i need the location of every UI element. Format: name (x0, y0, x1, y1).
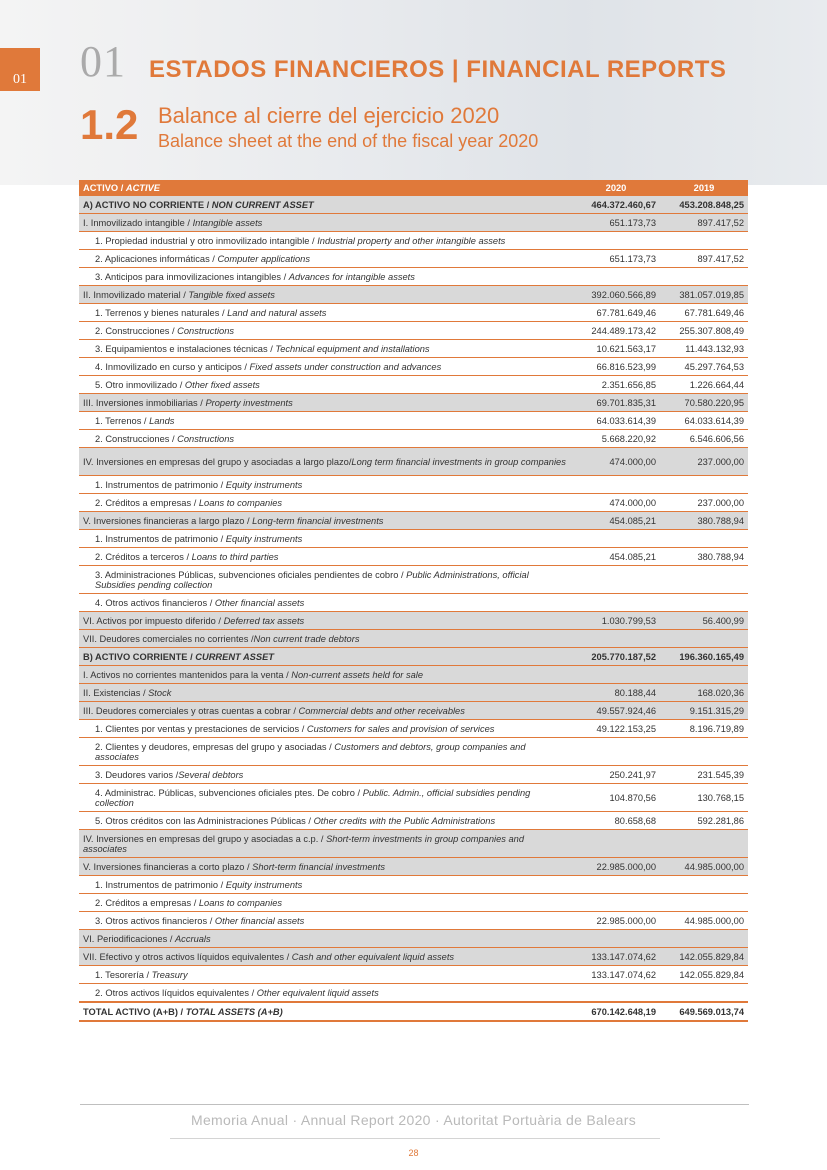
value-2020: 64.033.614,39 (572, 412, 660, 430)
row-label: 1. Terrenos / Lands (79, 412, 572, 430)
row-label: 2. Clientes y deudores, empresas del grupo y asociadas / Customers and debtors, group companies and associates (79, 738, 572, 766)
table-row (79, 930, 748, 948)
table-row (79, 232, 748, 250)
value-2019 (660, 876, 748, 894)
value-2019: 6.546.606,56 (660, 430, 748, 448)
section-number: 1.2 (80, 101, 139, 148)
table-row (79, 530, 748, 548)
table-row (79, 738, 748, 766)
section-title-es: Balance al cierre del ejercicio 2020 (158, 103, 500, 128)
row-label: 1. Tesorería / Treasury (79, 966, 572, 984)
value-2019: 142.055.829,84 (660, 948, 748, 966)
table-row (79, 894, 748, 912)
value-2019: 142.055.829,84 (660, 966, 748, 984)
table-row (79, 476, 748, 494)
value-2020 (572, 268, 660, 286)
value-2020: 454.085,21 (572, 548, 660, 566)
table-row (79, 766, 748, 784)
value-2019 (660, 666, 748, 684)
value-2020 (572, 830, 660, 858)
row-label: I. Inmovilizado intangible / Intangible assets (79, 214, 572, 232)
value-2019: 44.985.000,00 (660, 912, 748, 930)
value-2019 (660, 476, 748, 494)
table-row (79, 268, 748, 286)
table-row (79, 412, 748, 430)
row-label: 2. Créditos a empresas / Loans to companies (79, 894, 572, 912)
value-2020: 392.060.566,89 (572, 286, 660, 304)
table-row (79, 984, 748, 1003)
table-row (79, 494, 748, 512)
table-row (79, 648, 748, 666)
row-label: III. Deudores comerciales y otras cuentas a cobrar / Commercial debts and other receivables (79, 702, 572, 720)
value-2020: 49.122.153,25 (572, 720, 660, 738)
row-label: IV. Inversiones en empresas del grupo y asociadas a c.p. / Short-term investments in group companies and associates (79, 830, 572, 858)
table-row (79, 376, 748, 394)
value-2020: 133.147.074,62 (572, 966, 660, 984)
row-label: 1. Terrenos y bienes naturales / Land and natural assets (79, 304, 572, 322)
row-label: 4. Administrac. Públicas, subvenciones oficiales ptes. De cobro / Public. Admin., official subsidies pending collection (79, 784, 572, 812)
header-label: ACTIVO / ACTIVE (79, 180, 572, 196)
value-2020: 2.351.656,85 (572, 376, 660, 394)
table-row (79, 702, 748, 720)
value-2020: 22.985.000,00 (572, 912, 660, 930)
row-label: V. Inversiones financieras a corto plazo / Short-term financial investments (79, 858, 572, 876)
value-2020: 104.870,56 (572, 784, 660, 812)
balance-sheet-table (79, 180, 748, 1022)
value-2019: 380.788,94 (660, 548, 748, 566)
value-2020 (572, 630, 660, 648)
value-2020 (572, 738, 660, 766)
value-2020: 474.000,00 (572, 494, 660, 512)
row-label: VI. Periodificaciones / Accruals (79, 930, 572, 948)
table-header-row (79, 180, 748, 196)
table-row (79, 948, 748, 966)
row-label: 2. Otros activos líquidos equivalentes / Other equivalent liquid assets (79, 984, 572, 1003)
row-label: B) ACTIVO CORRIENTE / CURRENT ASSET (79, 648, 572, 666)
table-row (79, 594, 748, 612)
table-row (79, 684, 748, 702)
row-label: 2. Créditos a terceros / Loans to third parties (79, 548, 572, 566)
table-row (79, 784, 748, 812)
row-label: 3. Administraciones Públicas, subvenciones oficiales pendientes de cobro / Public Administrations, official Subsidies pending collection (79, 566, 572, 594)
total-2019: 649.569.013,74 (660, 1002, 748, 1021)
value-2020 (572, 984, 660, 1003)
table-row (79, 250, 748, 268)
value-2020: 80.188,44 (572, 684, 660, 702)
table-row (79, 448, 748, 476)
row-label: 4. Otros activos financieros / Other financial assets (79, 594, 572, 612)
table-row (79, 214, 748, 232)
value-2019: 237.000,00 (660, 448, 748, 476)
row-label: 1. Propiedad industrial y otro inmovilizado intangible / Industrial property and other intangible assets (79, 232, 572, 250)
row-label: VII. Efectivo y otros activos líquidos equivalentes / Cash and other equivalent liquid assets (79, 948, 572, 966)
table-row (79, 358, 748, 376)
value-2019: 380.788,94 (660, 512, 748, 530)
section-title-en: Balance sheet at the end of the fiscal year 2020 (158, 131, 539, 151)
row-label: 1. Instrumentos de patrimonio / Equity instruments (79, 476, 572, 494)
value-2020: 205.770.187,52 (572, 648, 660, 666)
footer-divider-short (170, 1138, 660, 1139)
row-label: 3. Equipamientos e instalaciones técnicas / Technical equipment and installations (79, 340, 572, 358)
value-2020: 133.147.074,62 (572, 948, 660, 966)
chapter-title: ESTADOS FINANCIEROS | FINANCIAL REPORTS (149, 56, 727, 83)
value-2019 (660, 738, 748, 766)
row-label: 5. Otro inmovilizado / Other fixed assets (79, 376, 572, 394)
value-2020: 250.241,97 (572, 766, 660, 784)
total-2020: 670.142.648,19 (572, 1002, 660, 1021)
value-2020: 5.668.220,92 (572, 430, 660, 448)
value-2019 (660, 830, 748, 858)
value-2020 (572, 530, 660, 548)
value-2019 (660, 894, 748, 912)
row-label: 1. Clientes por ventas y prestaciones de servicios / Customers for sales and provision of services (79, 720, 572, 738)
value-2019: 592.281,86 (660, 812, 748, 830)
row-label: 3. Anticipos para inmovilizaciones intangibles / Advances for intangible assets (79, 268, 572, 286)
value-2020: 464.372.460,67 (572, 196, 660, 214)
value-2019: 67.781.649,46 (660, 304, 748, 322)
row-label: 4. Inmovilizado en curso y anticipos / Fixed assets under construction and advances (79, 358, 572, 376)
row-label: I. Activos no corrientes mantenidos para la venta / Non-current assets held for sale (79, 666, 572, 684)
value-2019: 45.297.764,53 (660, 358, 748, 376)
chapter-number: 01 (80, 37, 126, 86)
value-2019: 56.400,99 (660, 612, 748, 630)
table-row (79, 196, 748, 214)
value-2019: 168.020,36 (660, 684, 748, 702)
value-2020 (572, 894, 660, 912)
row-label: 2. Construcciones / Constructions (79, 322, 572, 340)
header-background (0, 0, 827, 185)
footer-text: Memoria Anual · Annual Report 2020 · Autoritat Portuària de Balears (190, 1112, 636, 1128)
value-2019 (660, 232, 748, 250)
value-2019 (660, 268, 748, 286)
table-row (79, 612, 748, 630)
table-row (79, 720, 748, 738)
table-row (79, 630, 748, 648)
table-row (79, 812, 748, 830)
row-label: 2. Construcciones / Constructions (79, 430, 572, 448)
value-2019: 44.985.000,00 (660, 858, 748, 876)
value-2019 (660, 530, 748, 548)
value-2019: 255.307.808,49 (660, 322, 748, 340)
value-2020: 474.000,00 (572, 448, 660, 476)
value-2020: 49.557.924,46 (572, 702, 660, 720)
value-2020: 10.621.563,17 (572, 340, 660, 358)
table-row (79, 304, 748, 322)
value-2019: 8.196.719,89 (660, 720, 748, 738)
table-row (79, 340, 748, 358)
value-2020: 1.030.799,53 (572, 612, 660, 630)
value-2019: 237.000,00 (660, 494, 748, 512)
row-label: 3. Otros activos financieros / Other financial assets (79, 912, 572, 930)
header-2020: 2020 (572, 180, 660, 196)
table-row (79, 912, 748, 930)
page-number: 28 (408, 1148, 419, 1158)
row-label: 1. Instrumentos de patrimonio / Equity instruments (79, 530, 572, 548)
value-2019: 11.443.132,93 (660, 340, 748, 358)
value-2019: 453.208.848,25 (660, 196, 748, 214)
table-row (79, 322, 748, 340)
table-row (79, 512, 748, 530)
table-row (79, 876, 748, 894)
value-2019: 897.417,52 (660, 250, 748, 268)
table-row (79, 830, 748, 858)
value-2019 (660, 594, 748, 612)
value-2020 (572, 566, 660, 594)
value-2020: 454.085,21 (572, 512, 660, 530)
value-2020 (572, 594, 660, 612)
value-2020 (572, 876, 660, 894)
row-label: V. Inversiones financieras a largo plazo / Long-term financial investments (79, 512, 572, 530)
row-label: 2. Aplicaciones informáticas / Computer applications (79, 250, 572, 268)
row-label: 2. Créditos a empresas / Loans to companies (79, 494, 572, 512)
value-2019 (660, 566, 748, 594)
value-2020: 22.985.000,00 (572, 858, 660, 876)
table-row (79, 394, 748, 412)
table-row (79, 858, 748, 876)
value-2019: 897.417,52 (660, 214, 748, 232)
value-2020: 67.781.649,46 (572, 304, 660, 322)
chapter-side-tab: 01 (0, 48, 40, 91)
value-2019 (660, 984, 748, 1003)
value-2020 (572, 666, 660, 684)
row-label: II. Existencias / Stock (79, 684, 572, 702)
total-label: TOTAL ACTIVO (A+B) / TOTAL ASSETS (A+B) (79, 1002, 572, 1021)
footer-divider (80, 1104, 749, 1105)
table-row (79, 430, 748, 448)
table-row (79, 666, 748, 684)
value-2020 (572, 232, 660, 250)
value-2020: 66.816.523,99 (572, 358, 660, 376)
row-label: VII. Deudores comerciales no corrientes /Non current trade debtors (79, 630, 572, 648)
value-2019: 64.033.614,39 (660, 412, 748, 430)
row-label: 3. Deudores varios /Several debtors (79, 766, 572, 784)
row-label: 5. Otros créditos con las Administraciones Públicas / Other credits with the Public Administrations (79, 812, 572, 830)
value-2019 (660, 630, 748, 648)
row-label: II. Inmovilizado material / Tangible fixed assets (79, 286, 572, 304)
table-row (79, 286, 748, 304)
value-2019: 130.768,15 (660, 784, 748, 812)
value-2020: 244.489.173,42 (572, 322, 660, 340)
header-2019: 2019 (660, 180, 748, 196)
value-2020: 651.173,73 (572, 250, 660, 268)
value-2019: 9.151.315,29 (660, 702, 748, 720)
value-2019: 70.580.220,95 (660, 394, 748, 412)
table-row (79, 548, 748, 566)
value-2019 (660, 930, 748, 948)
value-2020: 69.701.835,31 (572, 394, 660, 412)
value-2020 (572, 476, 660, 494)
value-2020: 651.173,73 (572, 214, 660, 232)
value-2020 (572, 930, 660, 948)
value-2019: 231.545,39 (660, 766, 748, 784)
table-row (79, 566, 748, 594)
value-2019: 196.360.165,49 (660, 648, 748, 666)
value-2019: 381.057.019,85 (660, 286, 748, 304)
row-label: 1. Instrumentos de patrimonio / Equity instruments (79, 876, 572, 894)
table-row (79, 966, 748, 984)
value-2019: 1.226.664,44 (660, 376, 748, 394)
row-label: III. Inversiones inmobiliarias / Property investments (79, 394, 572, 412)
row-label: IV. Inversiones en empresas del grupo y asociadas a largo plazo/Long term financial investments in group companies (79, 448, 572, 476)
row-label: A) ACTIVO NO CORRIENTE / NON CURRENT ASSET (79, 196, 572, 214)
total-row (79, 1002, 748, 1021)
value-2020: 80.658,68 (572, 812, 660, 830)
row-label: VI. Activos por impuesto diferido / Deferred tax assets (79, 612, 572, 630)
